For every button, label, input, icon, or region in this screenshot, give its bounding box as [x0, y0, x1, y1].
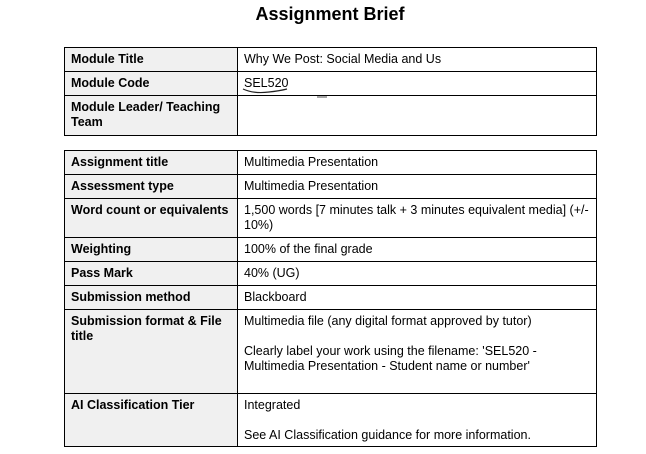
- module-code-label: Module Code: [65, 72, 238, 96]
- weighting-value: 100% of the final grade: [238, 238, 597, 262]
- ai-tier-label: AI Classification Tier: [65, 394, 238, 447]
- table-row: [65, 394, 597, 447]
- submission-format-value: [238, 310, 597, 394]
- table-row: [65, 238, 597, 262]
- page-title: Assignment Brief: [255, 4, 405, 24]
- module-leader-label: Module Leader/ Teaching Team: [65, 96, 238, 136]
- word-count-label: Word count or equivalents: [65, 199, 238, 238]
- pass-mark-value: 40% (UG): [238, 262, 597, 286]
- weighting-label: Weighting: [65, 238, 238, 262]
- table-row: [65, 48, 597, 72]
- table-row: [65, 72, 597, 96]
- table-row: [65, 310, 597, 394]
- submission-filename-line: Clearly label your work using the filename: 'SEL520 - Multimedia Presentation - Student name or number': [244, 344, 537, 373]
- module-info-table: [64, 47, 597, 136]
- module-code-value: SEL520: [238, 72, 597, 96]
- table-row: [65, 262, 597, 286]
- submission-format-label: Submission format & File title: [65, 310, 238, 394]
- module-title-label: Module Title: [65, 48, 238, 72]
- word-count-value: 1,500 words [7 minutes talk + 3 minutes equivalent media] (+/- 10%): [238, 199, 597, 238]
- table-row: [65, 175, 597, 199]
- table-row: [65, 96, 597, 136]
- submission-format-line: Multimedia file (any digital format approved by tutor): [244, 314, 532, 328]
- submission-method-value: Blackboard: [238, 286, 597, 310]
- table-row: [65, 151, 597, 175]
- ai-guidance-line: See AI Classification guidance for more information.: [244, 428, 531, 442]
- ai-tier-line: Integrated: [244, 398, 301, 412]
- module-title-value: Why We Post: Social Media and Us: [238, 48, 597, 72]
- assessment-type-value: Multimedia Presentation: [238, 175, 597, 199]
- table-row: [65, 286, 597, 310]
- assignment-title-value: Multimedia Presentation: [238, 151, 597, 175]
- module-leader-value: [238, 96, 597, 136]
- assignment-title-label: Assignment title: [65, 151, 238, 175]
- submission-method-label: Submission method: [65, 286, 238, 310]
- assessment-type-label: Assessment type: [65, 175, 238, 199]
- pass-mark-label: Pass Mark: [65, 262, 238, 286]
- ai-tier-value: [238, 394, 597, 447]
- table-row: [65, 199, 597, 238]
- pen-stroke-mark: [239, 85, 329, 99]
- assignment-details-table: [64, 150, 597, 447]
